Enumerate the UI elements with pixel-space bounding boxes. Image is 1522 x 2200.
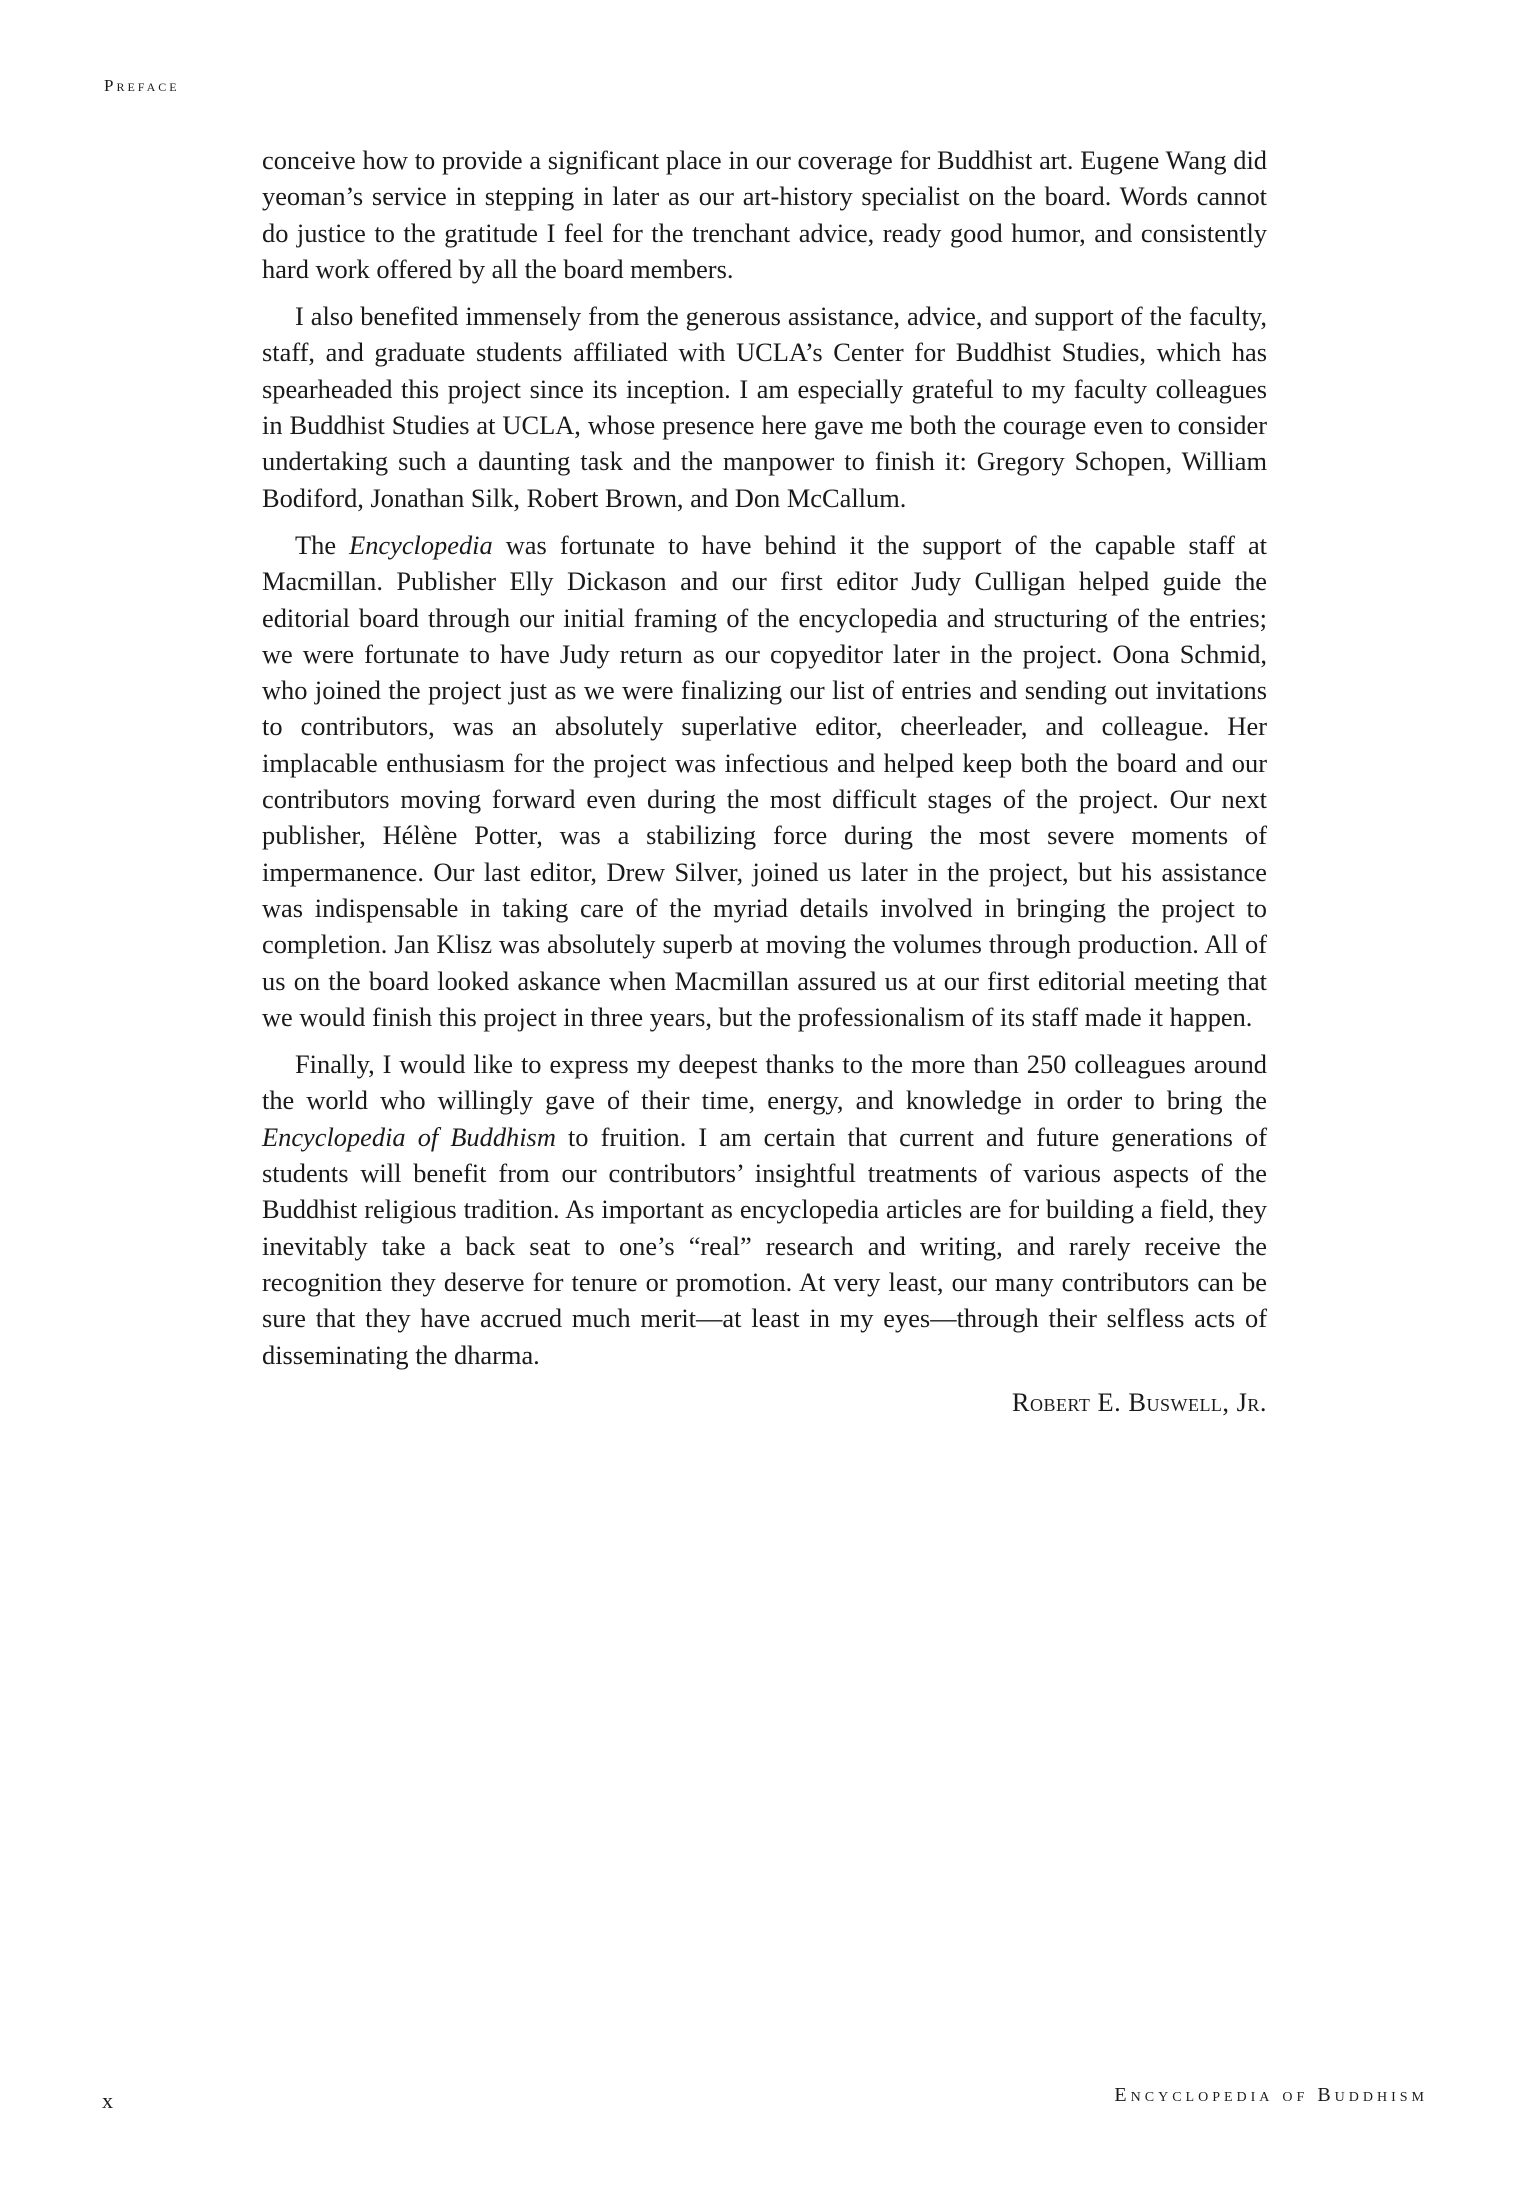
author-signature: Robert E. Buswell, Jr. <box>1011 1386 1267 1417</box>
paragraph-3-part-a: The <box>295 529 350 560</box>
paragraph-1: conceive how to provide a significant place in our coverage for Buddhist art. Eugene Wang did yeoman’s service in stepping in later as our art-history specialist on the board. Words cannot do justice to the gratitude I feel for the trenchant advice, ready good humor, and consistently hard work offered by all the board members. <box>262 145 1267 284</box>
paragraph-4 <box>262 1046 1267 1373</box>
paragraph-2: I also benefited immensely from the generous assistance, advice, and support of the faculty, staff, and graduate students affiliated with UCLA’s Center for Buddhist Studies, which has spearheaded this project since its inception. I am especially grateful to my faculty colleagues in Buddhist Studies at UCLA, whose presence here gave me both the courage even to consider undertaking such a daunting task and the manpower to finish it: Gregory Schopen, William Bodiford, Jonathan Silk, Robert Brown, and Don McCallum. <box>262 301 1267 513</box>
footer-book-title: Encyclopedia of Buddhism <box>1114 2084 1428 2106</box>
page-number: x <box>102 2088 113 2113</box>
paragraph-4-part-b: to fruition. I am certain that current and future generations of students will benefit from our contributors’ insightful treatments of various aspects of the Buddhist religious tradition. As important as encyclopedia articles are for building a field, they inevitably take a back seat to one’s “real” research and writing, and rarely receive the recognition they deserve for tenure or promotion. At very least, our many contributors can be sure that they have accrued much merit—at least in my eyes—through their selfless acts of disseminating the dharma. <box>262 1121 1267 1370</box>
running-head: Preface <box>104 76 180 95</box>
preface-body <box>262 142 1267 1420</box>
encyclopedia-of-buddhism-italic: Encyclopedia of Buddhism <box>262 1121 556 1152</box>
paragraph-4-part-a: Finally, I would like to express my deepest thanks to the more than 250 colleagues around the world who willingly gave of their time, energy, and knowledge in order to bring the <box>262 1049 1267 1116</box>
paragraph-3-part-b: was fortunate to have behind it the support of the capable staff at Macmillan. Publisher Elly Dickason and our first editor Judy Culligan helped guide the editorial board through our initial framing of the encyclopedia and structuring of the entries; we were fortunate to have Judy return as our copyeditor later in the project. Oona Schmid, who joined the project just as we were finalizing our list of entries and sending out invitations to contributors, was an absolutely superlative editor, cheerleader, and colleague. Her implacable enthusiasm for the project was infectious and helped keep both the board and our contributors moving forward even during the most difficult stages of the project. Our next publisher, Hélène Potter, was a stabilizing force during the most severe moments of impermanence. Our last editor, Drew Silver, joined us later in the project, but his assistance was indispensable in taking care of the myriad details involved in bringing the project to completion. Jan Klisz was absolutely superb at moving the volumes through production. All of us on the board looked askance when Macmillan assured us at our first editorial meeting that we would finish this project in three years, but the professionalism of its staff made it happen. <box>262 529 1267 1032</box>
encyclopedia-title-italic: Encyclopedia <box>349 529 493 560</box>
paragraph-3 <box>262 527 1267 1035</box>
